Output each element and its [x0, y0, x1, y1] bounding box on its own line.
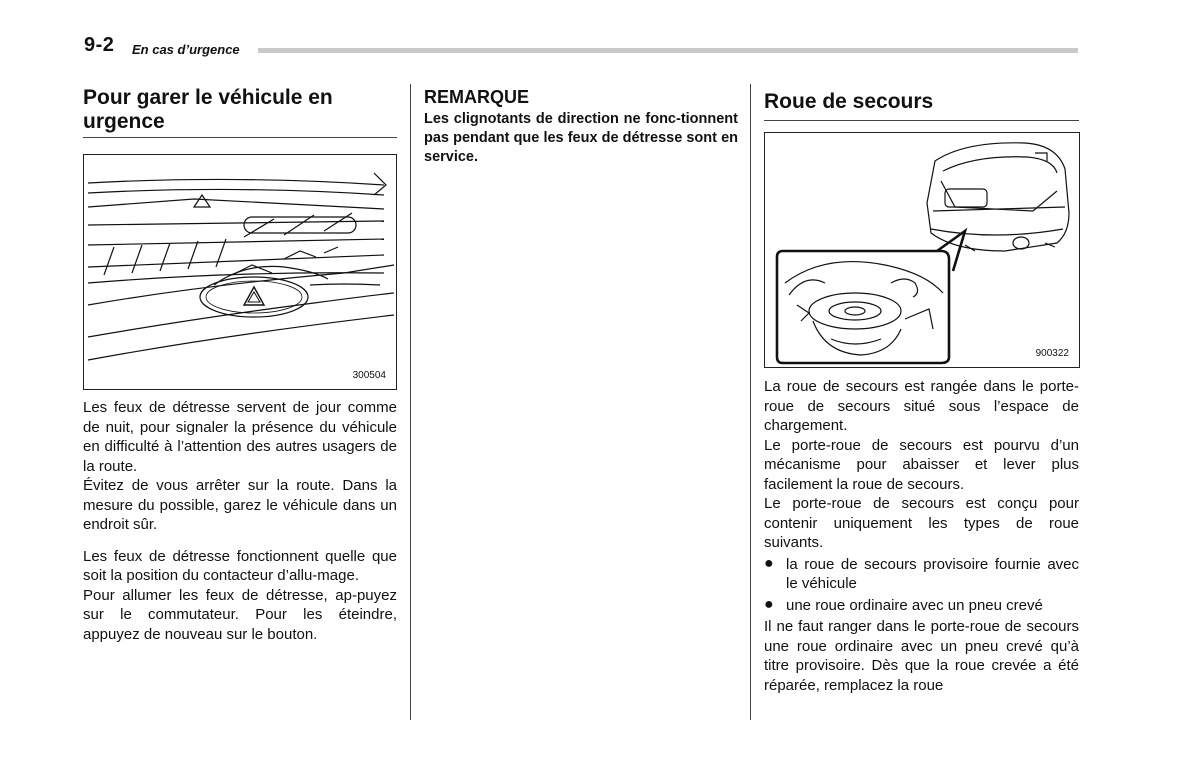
column-divider-2	[750, 84, 751, 720]
right-column	[764, 90, 1079, 121]
header-rule	[258, 48, 1078, 53]
bullet-icon: ●	[764, 595, 774, 613]
hazard-switch-illustration	[84, 155, 396, 389]
left-column	[83, 86, 397, 138]
list-item-text: la roue de secours provisoire fournie avec le véhicule	[786, 555, 1079, 592]
paragraph: La roue de secours est rangée dans le porte-roue de secours situé sous l’espace de chargement.	[764, 378, 1079, 434]
paragraph: Le porte-roue de secours est conçu pour contenir uniquement les types de roue suivants.	[764, 495, 1079, 551]
hazard-switch-figure	[83, 154, 397, 390]
list-item-text: une roue ordinaire avec un pneu crevé	[786, 596, 1043, 614]
paragraph: Le porte-roue de secours est pourvu d’un mécanisme pour abaisser et lever plus facilement la roue de secours.	[764, 436, 1079, 493]
paragraph: Évitez de vous arrêter sur la route. Dans la mesure du possible, garez le véhicule dans un endroit sûr.	[83, 477, 397, 533]
right-body-text	[764, 377, 1079, 695]
paragraph: Il ne faut ranger dans le porte-roue de secours une roue ordinaire avec un pneu crevé qu’à titre provisoire. Dès que la roue crevée a été réparée, remplacez la roue	[764, 618, 1079, 694]
page-number: 9-2	[84, 34, 115, 56]
spare-wheel-illustration	[765, 133, 1079, 367]
list-item	[764, 596, 1079, 616]
heading-rule	[83, 137, 397, 138]
page-header	[84, 30, 1080, 64]
spare-wheel-figure	[764, 132, 1080, 368]
remark-title: REMARQUE	[424, 87, 530, 107]
left-body-text	[83, 398, 397, 644]
figure-code: 900322	[1035, 348, 1069, 359]
middle-column	[424, 86, 738, 167]
remark-text: Les clignotants de direction ne fonc-tionnent pas pendant que les feux de détresse sont en service.	[424, 111, 738, 165]
section-title: En cas d’urgence	[132, 42, 240, 57]
figure-code: 300504	[352, 370, 386, 381]
paragraph: Pour allumer les feux de détresse, ap-puyez sur le commutateur. Pour les éteindre, appuyez de nouveau sur le bouton.	[83, 586, 397, 643]
heading-emergency-parking: Pour garer le véhicule en urgence	[83, 86, 333, 133]
column-divider-1	[410, 84, 411, 720]
paragraph: Les feux de détresse servent de jour comme de nuit, pour signaler la présence du véhicule en difficulté à l’attention des autres usagers de la route.	[83, 399, 397, 475]
heading-rule	[764, 120, 1079, 121]
paragraph: Les feux de détresse fonctionnent quelle que soit la position du contacteur d’allu-mage.	[83, 547, 397, 584]
heading-spare-wheel: Roue de secours	[764, 90, 934, 113]
list-item	[764, 555, 1079, 594]
bullet-icon: ●	[764, 554, 774, 572]
